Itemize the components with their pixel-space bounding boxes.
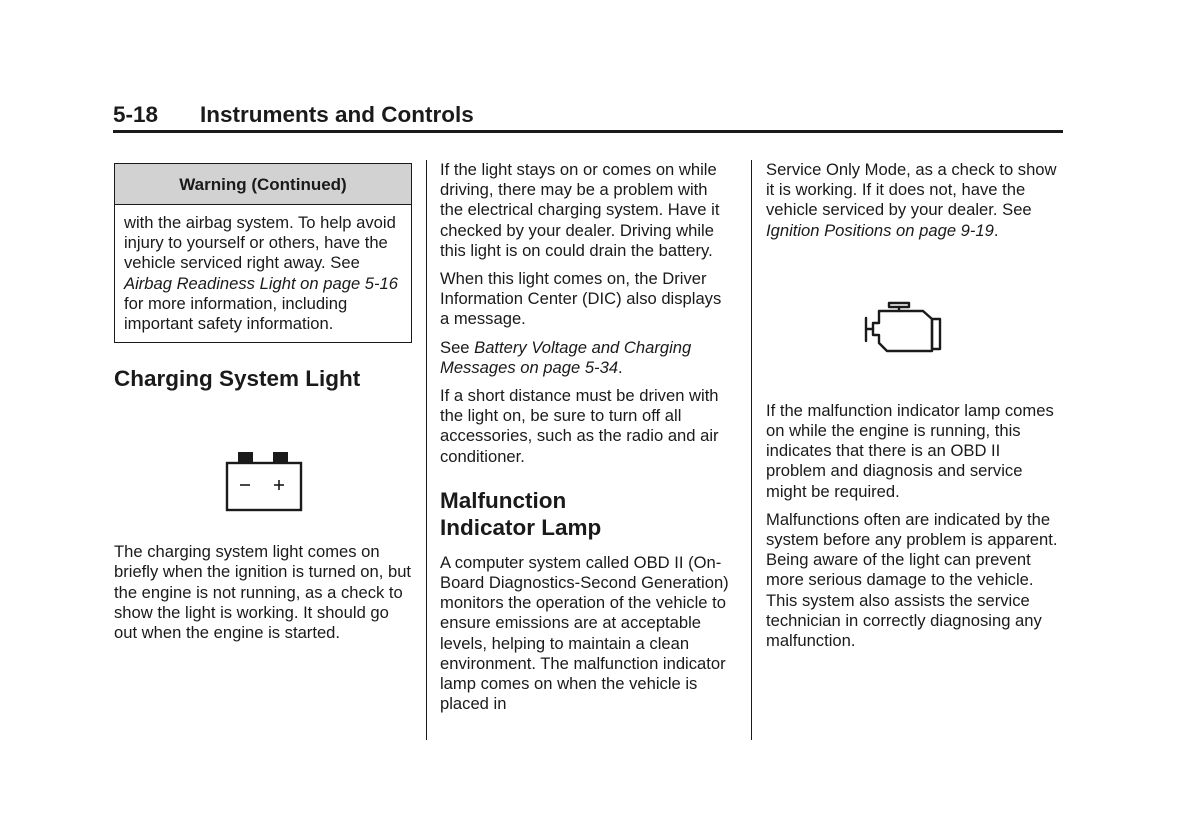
paragraph: If the light stays on or comes on while driving, there may be a problem with the electrical charging system. Have it checked by your dealer. Driving while this light is on could drain the battery. [440, 160, 720, 260]
warning-heading: Warning (Continued) [115, 164, 411, 205]
page-header [113, 100, 1063, 133]
section-heading-malfunction-indicator-lamp: Malfunction Indicator Lamp [440, 487, 602, 540]
paragraph: Malfunctions often are indicated by the system before any problem is apparent. Being aware of the light can prevent more serious damage to the vehicle. This system also assists the service technician in correctly diagnosing any malfunction. [766, 509, 1058, 651]
column-divider [426, 160, 427, 740]
section-heading-charging-system-light: Charging System Light [114, 366, 361, 392]
cross-reference: Airbag Readiness Light on page 5-16 [124, 273, 398, 293]
column-3 [766, 160, 1058, 659]
paragraph: A computer system called OBD II (On-Board Diagnostics-Second Generation) monitors the operation of the vehicle to ensure emissions are at acceptable levels, helping to maintain a clean environment. The malfunction indicator lamp comes on when the vehicle is placed in [440, 552, 729, 714]
check-engine-icon [766, 301, 1058, 355]
battery-icon [114, 450, 412, 512]
section-title: Instruments and Controls [200, 102, 474, 127]
page-number: 5-18 [113, 102, 159, 127]
warning-box [114, 163, 412, 343]
cross-reference: Ignition Positions on page 9-19 [766, 220, 994, 240]
paragraph: If the malfunction indicator lamp comes on while the engine is running, this indicates that there is an OBD II problem and diagnosis and service might be required. [766, 400, 1054, 501]
cross-reference: Battery Voltage and Charging Messages on page 5-34 [440, 337, 692, 377]
paragraph: Service Only Mode, as a check to show it is working. If it does not, have the vehicle serviced by your dealer. See Ignition Positions on page 9-19. [766, 160, 1057, 240]
paragraph: If a short distance must be driven with the light on, be sure to turn off all accessories, such as the radio and air conditioner. [440, 386, 719, 466]
column-2 [440, 160, 732, 722]
paragraph: When this light comes on, the Driver Information Center (DIC) also displays a message. [440, 269, 722, 329]
column-1 [114, 160, 412, 651]
paragraph: See Battery Voltage and Charging Messages on page 5-34. [440, 337, 692, 377]
column-divider [751, 160, 752, 740]
charging-light-paragraph: The charging system light comes on briefly when the ignition is turned on, but the engine is not running, as a check to show the light is working. It should go out when the engine is started. [114, 542, 412, 643]
warning-body: with the airbag system. To help avoid injury to yourself or others, have the vehicle serviced right away. See Airbag Readiness Light on page 5-16 for more information, including important safety information. [124, 213, 398, 334]
